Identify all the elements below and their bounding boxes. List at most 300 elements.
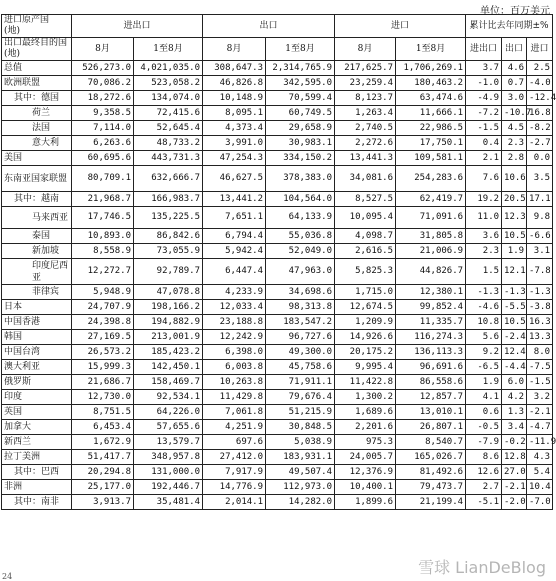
cell-value: -7.8 [527,259,553,285]
cell-value: 4.3 [527,450,553,465]
cell-value: 7,061.8 [203,405,266,420]
cell-value: -0.2 [502,435,527,450]
cell-value: 15,999.3 [72,360,134,375]
cell-value: 47,078.8 [134,285,203,300]
cell-value: 12,272.7 [72,259,134,285]
cell-value: -4.9 [466,91,502,106]
cell-value: 14,926.6 [335,330,396,345]
cell-value: 194,882.9 [134,315,203,330]
cell-value: 86,842.6 [134,229,203,244]
cell-value: 254,283.6 [396,166,466,192]
cell-value: 8.0 [527,345,553,360]
cell-value: 10,400.1 [335,480,396,495]
cell-value: 23,188.8 [203,315,266,330]
cell-value: 51,417.7 [72,450,134,465]
cell-value: 8,558.9 [72,244,134,259]
cell-value: 134,074.0 [134,91,203,106]
cell-value: 5,038.9 [266,435,335,450]
cell-value: 10.4 [527,480,553,495]
table-row [2,465,553,480]
cell-value: 29,658.9 [266,121,335,136]
cell-value: 116,274.3 [396,330,466,345]
cell-value: 104,564.0 [266,192,335,207]
cell-value: 13,441.2 [203,192,266,207]
cell-value: 30,848.5 [266,420,335,435]
cell-value: 70,086.2 [72,76,134,91]
row-label: 菲律宾 [2,285,72,300]
table-row [2,229,553,244]
table-row [2,136,553,151]
cell-value: -5.1 [466,495,502,510]
cell-value: 6,453.4 [72,420,134,435]
cell-value: 92,534.1 [134,390,203,405]
cell-value: 26,573.2 [72,345,134,360]
cell-value: -2.1 [527,405,553,420]
cell-value: 6,003.8 [203,360,266,375]
cell-value: 14,282.0 [266,495,335,510]
cell-value: 10.5 [502,229,527,244]
cell-value: -1.3 [527,285,553,300]
cell-value: 2.3 [466,244,502,259]
cell-value: 11,422.8 [335,375,396,390]
cell-value: 51,215.9 [266,405,335,420]
cell-value: 526,273.0 [72,61,134,76]
cell-value: 0.0 [527,151,553,166]
origin-label-1: 进口原产国 [4,15,50,25]
cell-value: 7,651.1 [203,207,266,229]
cell-value: 4,233.9 [203,285,266,300]
table-row [2,345,553,360]
cell-value: -4.0 [527,76,553,91]
dest-label-2: (地) [4,49,21,59]
cell-value: 21,686.7 [72,375,134,390]
cell-value: 6,794.4 [203,229,266,244]
cell-value: 1.9 [466,375,502,390]
cell-value: 79,473.7 [396,480,466,495]
cell-value: 1,672.9 [72,435,134,450]
cell-value: 0.7 [502,76,527,91]
corner-mark: 24 [2,572,13,581]
cell-value: 3.6 [466,229,502,244]
cell-value: 27,412.0 [203,450,266,465]
cell-value: 62,419.7 [396,192,466,207]
cell-value: 213,001.9 [134,330,203,345]
cell-value: 31,805.8 [396,229,466,244]
cell-value: 10,263.8 [203,375,266,390]
cell-value: 27.0 [502,465,527,480]
cell-value: 632,666.7 [134,166,203,192]
table-row [2,375,553,390]
cell-value: 4,021,035.0 [134,61,203,76]
row-label: 俄罗斯 [2,375,72,390]
cell-value: 185,423.2 [134,345,203,360]
cell-value: 183,931.1 [266,450,335,465]
cell-value: 71,911.1 [266,375,335,390]
table-row [2,76,553,91]
cell-value: 7.6 [466,166,502,192]
cell-value: 98,313.8 [266,300,335,315]
cell-value: 1,209.9 [335,315,396,330]
cell-value: 4.5 [502,121,527,136]
cell-value: 17.1 [527,192,553,207]
cell-value: 24,005.7 [335,450,396,465]
cell-value: 12,376.9 [335,465,396,480]
row-label: 总值 [2,61,72,76]
cell-value: 72,415.6 [134,106,203,121]
cell-value: 10.6 [502,166,527,192]
cell-value: 1.5 [466,259,502,285]
cell-value: 2,201.6 [335,420,396,435]
cell-value: 3,913.7 [72,495,134,510]
cell-value: 14,776.9 [203,480,266,495]
cell-value: 1,715.0 [335,285,396,300]
cell-value: 697.6 [203,435,266,450]
cell-value: 378,383.0 [266,166,335,192]
cell-value: 35,481.4 [134,495,203,510]
cell-value: 47,254.3 [203,151,266,166]
table-row [2,360,553,375]
row-label: 东南亚国家联盟 [2,166,72,192]
cell-value: 4.2 [502,390,527,405]
row-label: 欧洲联盟 [2,76,72,91]
cell-value: 13.3 [527,330,553,345]
cell-value: 9,358.5 [72,106,134,121]
cell-value: 5.4 [527,465,553,480]
cell-value: 21,199.4 [396,495,466,510]
row-label: 日本 [2,300,72,315]
group-header-import: 进口 [335,15,466,38]
cell-value: -2.0 [502,495,527,510]
group-header-trade: 进出口 [72,15,203,38]
cell-value: 975.3 [335,435,396,450]
cell-value: 25,177.0 [72,480,134,495]
cell-value: 60,749.5 [266,106,335,121]
cell-value: 8,540.7 [396,435,466,450]
cell-value: -12.4 [527,91,553,106]
cell-value: 27,169.5 [72,330,134,345]
cell-value: 10,148.9 [203,91,266,106]
cell-value: 334,150.2 [266,151,335,166]
cell-value: 11,429.8 [203,390,266,405]
cell-value: 9.2 [466,345,502,360]
cell-value: 2,272.6 [335,136,396,151]
cell-value: 165,026.7 [396,450,466,465]
cell-value: 166,983.7 [134,192,203,207]
cell-value: 142,450.1 [134,360,203,375]
cell-value: 23,259.4 [335,76,396,91]
cell-value: 4,251.9 [203,420,266,435]
cell-value: 92,789.7 [134,259,203,285]
cell-value: -7.0 [527,495,553,510]
table-row [2,207,553,229]
row-label: 新西兰 [2,435,72,450]
cell-value: 4.1 [466,390,502,405]
cell-value: 2.1 [466,151,502,166]
row-label: 其中：德国 [2,91,72,106]
cell-value: 3.4 [502,420,527,435]
cell-value: 1,300.2 [335,390,396,405]
cell-value: 12,033.4 [203,300,266,315]
cell-value: 5.6 [466,330,502,345]
unit-label: 单位：百万美元 [480,6,550,17]
cell-value: 198,166.2 [134,300,203,315]
cell-value: 13,441.3 [335,151,396,166]
cell-value: -0.5 [466,420,502,435]
row-label: 荷兰 [2,106,72,121]
sub-header: 8月 [335,38,396,61]
cell-value: 2.3 [502,136,527,151]
cell-value: 64,226.0 [134,405,203,420]
cell-value: 443,731.3 [134,151,203,166]
cell-value: 48,733.2 [134,136,203,151]
cell-value: -1.5 [466,121,502,136]
cell-value: 63,474.6 [396,91,466,106]
cell-value: 46,826.8 [203,76,266,91]
cell-value: 34,698.6 [266,285,335,300]
cell-value: -6.6 [527,229,553,244]
cell-value: 16.3 [527,315,553,330]
cell-value: 55,036.8 [266,229,335,244]
cell-value: 4,373.4 [203,121,266,136]
cell-value: 12.3 [502,207,527,229]
cell-value: 20,294.8 [72,465,134,480]
watermark: 雪球 LianDeBlog [418,558,546,577]
cell-value: 2,314,765.9 [266,61,335,76]
cell-value: 96,691.6 [396,360,466,375]
cell-value: 308,647.3 [203,61,266,76]
cell-value: 12.6 [466,465,502,480]
cell-value: 1.3 [502,405,527,420]
dest-label-1: 出口最终目的国 [4,38,68,48]
cell-value: 19.2 [466,192,502,207]
cell-value: -4.4 [502,360,527,375]
table-row [2,121,553,136]
cell-value: 47,963.0 [266,259,335,285]
cell-value: 1,263.4 [335,106,396,121]
cell-value: 12,674.5 [335,300,396,315]
cell-value: 24,707.9 [72,300,134,315]
cell-value: 10.8 [466,315,502,330]
cell-value: 64,133.9 [266,207,335,229]
row-label: 泰国 [2,229,72,244]
cell-value: 11,666.1 [396,106,466,121]
cell-value: 3.7 [466,61,502,76]
cell-value: 112,973.0 [266,480,335,495]
cell-value: 1,689.6 [335,405,396,420]
cell-value: 52,645.4 [134,121,203,136]
cell-value: 49,300.0 [266,345,335,360]
group-header-yoy: 累计比去年同期±% [466,15,553,38]
cell-value: 26,807.1 [396,420,466,435]
table-row [2,330,553,345]
cell-value: -1.0 [466,76,502,91]
cell-value: 16.8 [527,106,553,121]
sub-header: 1至8月 [266,38,335,61]
cell-value: 10,893.0 [72,229,134,244]
cell-value: 13,579.7 [134,435,203,450]
sub-header: 8月 [72,38,134,61]
table-row [2,405,553,420]
table-row [2,435,553,450]
cell-value: 12,730.0 [72,390,134,405]
cell-value: 9,995.4 [335,360,396,375]
cell-value: 135,225.5 [134,207,203,229]
cell-value: 523,058.2 [134,76,203,91]
cell-value: 21,006.9 [396,244,466,259]
cell-value: -2.1 [502,480,527,495]
cell-value: 183,547.2 [266,315,335,330]
cell-value: 8,095.1 [203,106,266,121]
cell-value: 10.5 [502,315,527,330]
cell-value: -4.6 [466,300,502,315]
cell-value: 80,709.1 [72,166,134,192]
cell-value: 3.5 [527,166,553,192]
cell-value: 57,655.6 [134,420,203,435]
row-label: 意大利 [2,136,72,151]
cell-value: 109,581.1 [396,151,466,166]
table-row [2,285,553,300]
table-row [2,420,553,435]
cell-value: 6.0 [502,375,527,390]
sub-header: 进口 [527,38,553,61]
cell-value: 4,098.7 [335,229,396,244]
cell-value: -1.3 [502,285,527,300]
cell-value: 348,957.8 [134,450,203,465]
table-row [2,106,553,121]
cell-value: 192,446.7 [134,480,203,495]
cell-value: -10.7 [502,106,527,121]
cell-value: 44,826.7 [396,259,466,285]
cell-value: 6,447.4 [203,259,266,285]
cell-value: 49,507.4 [266,465,335,480]
cell-value: 1,706,269.1 [396,61,466,76]
cell-value: 79,676.4 [266,390,335,405]
cell-value: -6.5 [466,360,502,375]
table-row [2,480,553,495]
row-label: 英国 [2,405,72,420]
cell-value: 20,175.2 [335,345,396,360]
row-label: 其中：巴西 [2,465,72,480]
cell-value: 20.5 [502,192,527,207]
cell-value: 4.6 [502,61,527,76]
cell-value: 45,758.6 [266,360,335,375]
cell-value: 180,463.2 [396,76,466,91]
table-row [2,166,553,192]
cell-value: 21,968.7 [72,192,134,207]
cell-value: 24,398.8 [72,315,134,330]
cell-value: 12.8 [502,450,527,465]
cell-value: 46,627.5 [203,166,266,192]
cell-value: 3.1 [527,244,553,259]
cell-value: 5,948.9 [72,285,134,300]
row-label: 新加坡 [2,244,72,259]
cell-value: -1.3 [466,285,502,300]
cell-value: 0.6 [466,405,502,420]
cell-value: 2.5 [527,61,553,76]
cell-value: 18,272.6 [72,91,134,106]
cell-value: 10,095.4 [335,207,396,229]
cell-value: 11,335.7 [396,315,466,330]
trade-table [1,14,556,510]
table-row [2,495,553,510]
cell-value: 30,983.1 [266,136,335,151]
cell-value: -7.2 [466,106,502,121]
cell-value: 12.1 [502,259,527,285]
cell-value: 3.0 [502,91,527,106]
sub-header: 8月 [203,38,266,61]
cell-value: 6,263.6 [72,136,134,151]
table-row [2,300,553,315]
row-label: 加拿大 [2,420,72,435]
cell-value: 8,751.5 [72,405,134,420]
cell-value: 136,113.3 [396,345,466,360]
cell-value: 1.9 [502,244,527,259]
cell-value: 60,695.6 [72,151,134,166]
cell-value: 2,616.5 [335,244,396,259]
cell-value: 342,595.0 [266,76,335,91]
cell-value: -7.5 [527,360,553,375]
origin-label-2: (地) [4,26,21,36]
cell-value: 12.4 [502,345,527,360]
cell-value: 34,081.6 [335,166,396,192]
cell-value: 81,492.6 [396,465,466,480]
cell-value: 86,558.6 [396,375,466,390]
row-label: 马来西亚 [2,207,72,229]
cell-value: 2.7 [466,480,502,495]
table-row [2,151,553,166]
cell-value: 158,469.7 [134,375,203,390]
cell-value: -2.7 [527,136,553,151]
cell-value: 12,242.9 [203,330,266,345]
cell-value: 2,740.5 [335,121,396,136]
sub-header: 进出口 [466,38,502,61]
cell-value: 8,123.7 [335,91,396,106]
cell-value: 11.0 [466,207,502,229]
cell-value: 8.6 [466,450,502,465]
table-row [2,450,553,465]
cell-value: 22,986.5 [396,121,466,136]
sub-header: 出口 [502,38,527,61]
cell-value: -3.8 [527,300,553,315]
row-label: 印度尼西亚 [2,259,72,285]
cell-value: 3,991.0 [203,136,266,151]
cell-value: 96,727.6 [266,330,335,345]
cell-value: -2.4 [502,330,527,345]
row-label: 其中：南非 [2,495,72,510]
cell-value: -4.7 [527,420,553,435]
origin-header [2,15,72,38]
row-label: 中国香港 [2,315,72,330]
row-label: 韩国 [2,330,72,345]
row-label: 法国 [2,121,72,136]
dest-header [2,38,72,61]
cell-value: 5,825.3 [335,259,396,285]
cell-value: 2.8 [502,151,527,166]
table-row [2,259,553,285]
cell-value: 17,750.1 [396,136,466,151]
row-label: 其中：越南 [2,192,72,207]
cell-value: 6,398.0 [203,345,266,360]
table-row [2,390,553,405]
sub-header: 1至8月 [134,38,203,61]
cell-value: 71,091.6 [396,207,466,229]
cell-value: 1,899.6 [335,495,396,510]
cell-value: 52,049.0 [266,244,335,259]
group-header-export: 出口 [203,15,335,38]
table-row [2,61,553,76]
row-label: 中国台湾 [2,345,72,360]
cell-value: 8,527.5 [335,192,396,207]
